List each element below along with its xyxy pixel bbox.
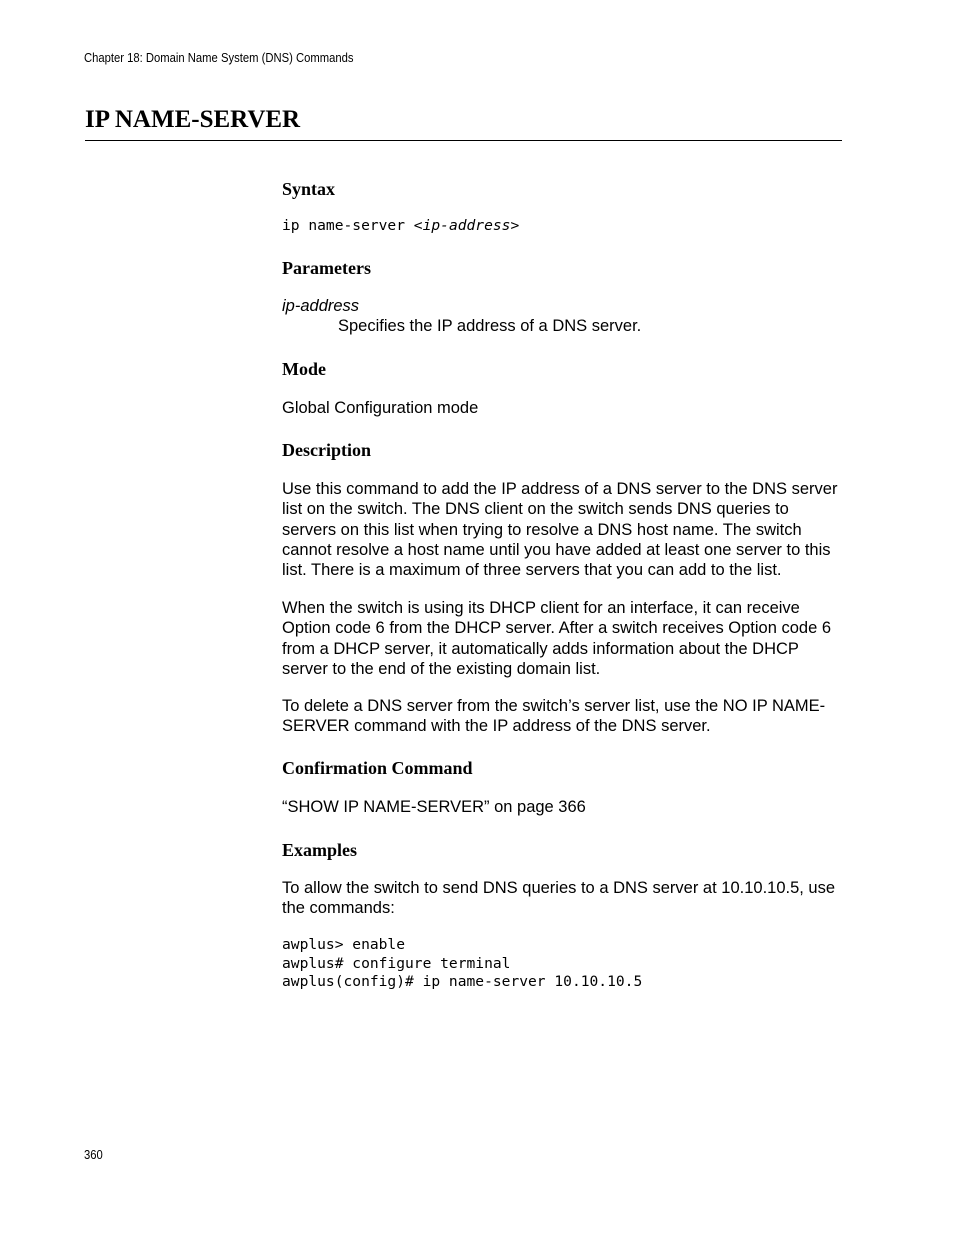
description-paragraph-3: To delete a DNS server from the switch’s server list, use the NO IP NAME-SERVER command with the IP address of the DNS server. bbox=[282, 697, 826, 736]
page-title: IP NAME-SERVER bbox=[85, 106, 301, 133]
examples-heading: Examples bbox=[282, 840, 358, 860]
parameter-description: Specifies the IP address of a DNS server. bbox=[338, 317, 642, 335]
description-paragraph-1: Use this command to add the IP address of a DNS server to the DNS server list on the switch. The DNS client on the switch sends DNS queries to servers on this list when trying to resolve a DNS host name. The switch cannot resolve a host name until you have added at least one server to this list. There is a maximum of three servers that you can add to the list. bbox=[282, 480, 838, 580]
examples-code-block bbox=[282, 936, 642, 992]
mode-text: Global Configuration mode bbox=[282, 399, 479, 417]
code-line: awplus# configure terminal bbox=[282, 954, 511, 972]
syntax-heading: Syntax bbox=[282, 179, 336, 199]
syntax-argument: ip-address bbox=[422, 217, 511, 234]
description-heading: Description bbox=[282, 440, 371, 460]
page-number: 360 bbox=[84, 1148, 103, 1162]
syntax-close-bracket: > bbox=[510, 217, 520, 234]
code-line: awplus> enable bbox=[282, 936, 406, 953]
running-header: Chapter 18: Domain Name System (DNS) Commands bbox=[84, 51, 354, 65]
title-rule bbox=[85, 140, 842, 141]
description-paragraph-2: When the switch is using its DHCP client for an interface, it can receive Option code 6 from the DHCP server. After a switch receives Option code 6 from a DHCP server, it automatically adds information about the DHCP server to the end of the existing domain list. bbox=[282, 599, 832, 678]
confirmation-link[interactable]: “SHOW IP NAME-SERVER” on page 366 bbox=[282, 798, 586, 816]
syntax-command-prefix: ip name-server bbox=[282, 217, 414, 234]
syntax-open-bracket: < bbox=[413, 217, 423, 234]
confirmation-heading: Confirmation Command bbox=[282, 758, 473, 778]
mode-heading: Mode bbox=[282, 359, 326, 379]
code-line: awplus(config)# ip name-server 10.10.10.5 bbox=[282, 973, 643, 990]
parameter-term: ip-address bbox=[282, 297, 360, 315]
parameters-heading: Parameters bbox=[282, 258, 371, 278]
syntax-command bbox=[282, 217, 519, 236]
examples-intro: To allow the switch to send DNS queries to a DNS server at 10.10.10.5, use the commands: bbox=[282, 879, 836, 918]
